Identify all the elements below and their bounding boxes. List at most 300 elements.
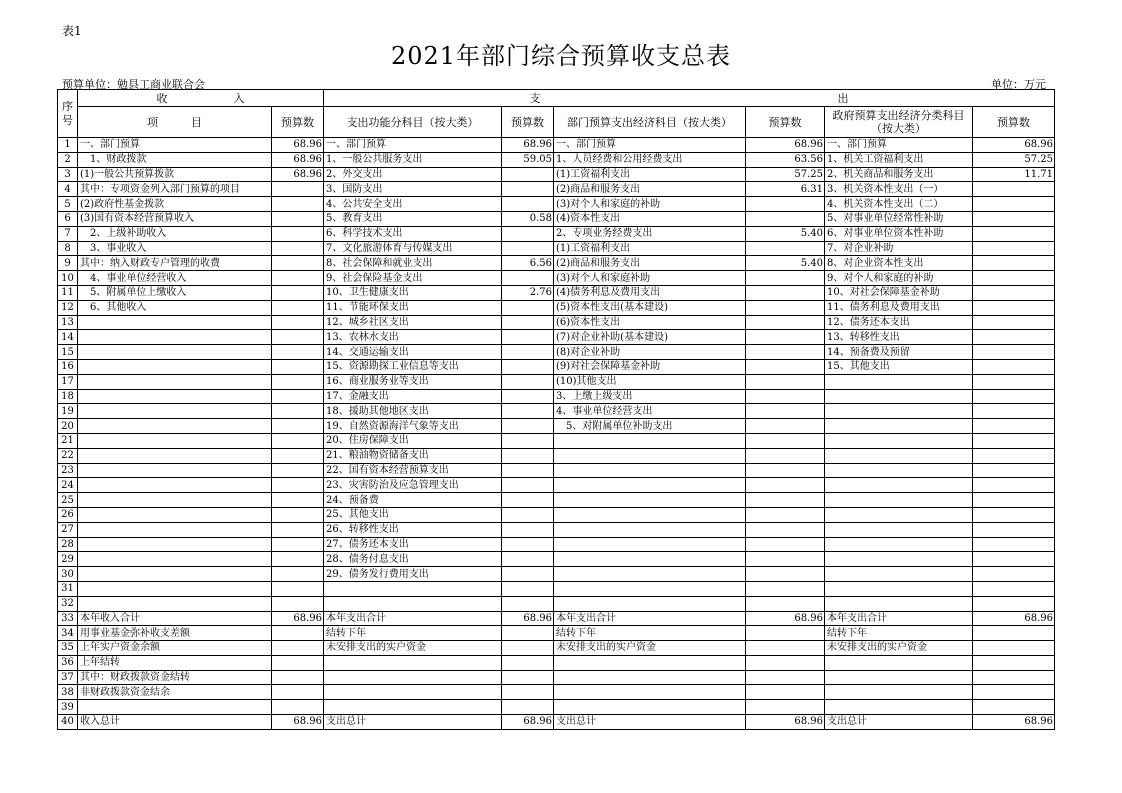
income-item: 1、财政拨款: [78, 152, 272, 167]
income-budget: [272, 685, 324, 700]
dept-econ-budget: [746, 685, 825, 700]
table-row: [58, 211, 1055, 226]
gov-econ-subject: 结转下年: [825, 626, 973, 641]
row-index: 32: [58, 596, 78, 611]
func-budget: [502, 581, 554, 596]
gov-econ-budget: [973, 493, 1055, 508]
func-budget: [502, 655, 554, 670]
func-subject: 4、公共安全支出: [324, 197, 502, 212]
dept-econ-subject: [554, 522, 746, 537]
func-subject: 6、科学技术支出: [324, 226, 502, 241]
func-subject: 结转下年: [324, 626, 502, 641]
income-item: [78, 330, 272, 345]
gov-econ-subject: [825, 404, 973, 419]
gov-econ-subject: 11、债务利息及费用支出: [825, 300, 973, 315]
gov-econ-budget: [973, 197, 1055, 212]
income-item: 其中：纳入财政专户管理的收费: [78, 256, 272, 271]
func-subject: 9、社会保险基金支出: [324, 271, 502, 286]
dept-econ-budget: [746, 197, 825, 212]
gov-econ-budget: [973, 359, 1055, 374]
table-row: [58, 567, 1055, 582]
income-budget: [272, 522, 324, 537]
gov-econ-budget: [973, 596, 1055, 611]
func-budget: [502, 197, 554, 212]
dept-econ-subject: 结转下年: [554, 626, 746, 641]
func-budget: [502, 241, 554, 256]
dept-econ-budget: [746, 315, 825, 330]
row-index: 33: [58, 611, 78, 626]
gov-econ-subject: [825, 374, 973, 389]
dept-econ-subject: (2)商品和服务支出: [554, 182, 746, 197]
dept-econ-budget: [746, 626, 825, 641]
gov-econ-subject: 8、对企业资本性支出: [825, 256, 973, 271]
row-index: 2: [58, 152, 78, 167]
gov-econ-budget: [973, 315, 1055, 330]
gov-econ-subject: 1、机关工资福利支出: [825, 152, 973, 167]
func-budget: [502, 626, 554, 641]
table-row: [58, 655, 1055, 670]
func-budget: [502, 700, 554, 715]
table-row: [58, 271, 1055, 286]
gov-econ-subject: [825, 670, 973, 685]
table-row: [58, 641, 1055, 656]
func-budget: [502, 419, 554, 434]
dept-econ-subject: [554, 596, 746, 611]
header-func-subject: 支出功能分科目（按大类）: [324, 107, 502, 138]
row-index: 22: [58, 448, 78, 463]
func-subject: [324, 670, 502, 685]
gov-econ-subject: [825, 700, 973, 715]
gov-econ-subject: [825, 685, 973, 700]
func-budget: [502, 433, 554, 448]
table-row: [58, 478, 1055, 493]
func-subject: 8、社会保障和就业支出: [324, 256, 502, 271]
header-income: 收 入: [78, 90, 324, 107]
row-index: 13: [58, 315, 78, 330]
income-budget: [272, 271, 324, 286]
income-budget: [272, 182, 324, 197]
income-item: 6、其他收入: [78, 300, 272, 315]
dept-econ-subject: 一、部门预算: [554, 138, 746, 153]
row-index: 16: [58, 359, 78, 374]
income-item: [78, 359, 272, 374]
row-index: 5: [58, 197, 78, 212]
gov-econ-budget: [973, 389, 1055, 404]
row-index: 20: [58, 419, 78, 434]
gov-econ-budget: [973, 478, 1055, 493]
gov-econ-budget: [973, 670, 1055, 685]
table-row: [58, 256, 1055, 271]
income-item: 5、附属单位上缴收入: [78, 285, 272, 300]
dept-econ-budget: [746, 448, 825, 463]
income-item: [78, 596, 272, 611]
gov-econ-budget: 68.96: [973, 715, 1055, 730]
func-subject: 支出总计: [324, 715, 502, 730]
gov-econ-subject: 本年支出合计: [825, 611, 973, 626]
dept-econ-budget: [746, 285, 825, 300]
income-budget: [272, 330, 324, 345]
gov-econ-budget: [973, 685, 1055, 700]
dept-econ-budget: [746, 330, 825, 345]
income-item: [78, 567, 272, 582]
income-budget: [272, 463, 324, 478]
func-budget: [502, 537, 554, 552]
table-row: [58, 197, 1055, 212]
table-row: [58, 404, 1055, 419]
row-index: 35: [58, 641, 78, 656]
func-budget: 59.05: [502, 152, 554, 167]
gov-econ-subject: 6、对事业单位资本性补助: [825, 226, 973, 241]
dept-econ-subject: [554, 478, 746, 493]
func-subject: 14、交通运输支出: [324, 345, 502, 360]
dept-econ-subject: 未安排支出的实户资金: [554, 641, 746, 656]
income-item: [78, 522, 272, 537]
income-budget: [272, 226, 324, 241]
gov-econ-subject: [825, 448, 973, 463]
table-row: [58, 226, 1055, 241]
dept-econ-subject: (4)债务利息及费用支出: [554, 285, 746, 300]
func-budget: 68.96: [502, 611, 554, 626]
gov-econ-budget: [973, 463, 1055, 478]
dept-econ-subject: [554, 655, 746, 670]
dept-econ-budget: [746, 552, 825, 567]
gov-econ-budget: [973, 522, 1055, 537]
func-budget: [502, 374, 554, 389]
func-subject: 29、债务发行费用支出: [324, 567, 502, 582]
dept-econ-subject: [554, 463, 746, 478]
row-index: 14: [58, 330, 78, 345]
gov-econ-budget: [973, 345, 1055, 360]
row-index: 24: [58, 478, 78, 493]
header-seq: 序号: [58, 90, 78, 138]
func-budget: [502, 522, 554, 537]
func-subject: 一、部门预算: [324, 138, 502, 153]
dept-econ-budget: 68.96: [746, 715, 825, 730]
dept-econ-budget: 5.40: [746, 256, 825, 271]
row-index: 36: [58, 655, 78, 670]
gov-econ-budget: [973, 211, 1055, 226]
gov-econ-budget: [973, 655, 1055, 670]
gov-econ-budget: [973, 700, 1055, 715]
gov-econ-budget: [973, 626, 1055, 641]
table-row: [58, 389, 1055, 404]
income-budget: 68.96: [272, 138, 324, 153]
row-index: 3: [58, 167, 78, 182]
table-row: [58, 345, 1055, 360]
dept-econ-budget: [746, 641, 825, 656]
gov-econ-subject: [825, 522, 973, 537]
func-budget: [502, 596, 554, 611]
dept-econ-budget: [746, 241, 825, 256]
row-index: 19: [58, 404, 78, 419]
table-row: [58, 685, 1055, 700]
dept-econ-subject: [554, 448, 746, 463]
header-gov-budget: 预算数: [973, 107, 1055, 138]
income-item: 一、部门预算: [78, 138, 272, 153]
func-subject: 3、国防支出: [324, 182, 502, 197]
income-item: 收入总计: [78, 715, 272, 730]
gov-econ-budget: 57.25: [973, 152, 1055, 167]
func-subject: [324, 685, 502, 700]
income-item: [78, 448, 272, 463]
row-index: 38: [58, 685, 78, 700]
income-budget: 68.96: [272, 611, 324, 626]
income-item: [78, 700, 272, 715]
income-budget: 68.96: [272, 167, 324, 182]
func-subject: 24、预备费: [324, 493, 502, 508]
table-row: [58, 715, 1055, 730]
row-index: 25: [58, 493, 78, 508]
func-subject: [324, 655, 502, 670]
income-budget: [272, 537, 324, 552]
gov-econ-subject: 15、其他支出: [825, 359, 973, 374]
income-budget: [272, 419, 324, 434]
gov-econ-subject: 2、机关商品和服务支出: [825, 167, 973, 182]
income-item: [78, 493, 272, 508]
func-budget: [502, 493, 554, 508]
func-subject: 10、卫生健康支出: [324, 285, 502, 300]
func-subject: 28、债务付息支出: [324, 552, 502, 567]
func-budget: 68.96: [502, 715, 554, 730]
gov-econ-budget: [973, 641, 1055, 656]
func-budget: [502, 567, 554, 582]
func-budget: [502, 463, 554, 478]
dept-econ-subject: [554, 537, 746, 552]
dept-econ-budget: [746, 419, 825, 434]
gov-econ-subject: 5、对事业单位经常性补助: [825, 211, 973, 226]
func-budget: [502, 404, 554, 419]
func-budget: [502, 478, 554, 493]
dept-econ-subject: 1、人员经费和公用经费支出: [554, 152, 746, 167]
gov-econ-subject: 未安排支出的实户资金: [825, 641, 973, 656]
gov-econ-subject: 3、机关资本性支出（一）: [825, 182, 973, 197]
table-row: [58, 167, 1055, 182]
row-index: 9: [58, 256, 78, 271]
gov-econ-budget: [973, 330, 1055, 345]
table-row: [58, 463, 1055, 478]
row-index: 34: [58, 626, 78, 641]
gov-econ-budget: 68.96: [973, 138, 1055, 153]
income-budget: 68.96: [272, 152, 324, 167]
table-row: [58, 359, 1055, 374]
income-item: (1)一般公共预算拨款: [78, 167, 272, 182]
gov-econ-budget: [973, 241, 1055, 256]
table-row: [58, 182, 1055, 197]
row-index: 21: [58, 433, 78, 448]
func-budget: [502, 448, 554, 463]
dept-econ-budget: [746, 404, 825, 419]
dept-econ-subject: 5、对附属单位补助支出: [554, 419, 746, 434]
func-budget: [502, 359, 554, 374]
table-row: [58, 596, 1055, 611]
func-budget: [502, 315, 554, 330]
gov-econ-budget: [973, 374, 1055, 389]
income-budget: 68.96: [272, 715, 324, 730]
func-budget: [502, 389, 554, 404]
gov-econ-subject: [825, 581, 973, 596]
income-item: [78, 419, 272, 434]
dept-econ-subject: (2)商品和服务支出: [554, 256, 746, 271]
gov-econ-subject: [825, 478, 973, 493]
table-row: [58, 611, 1055, 626]
gov-econ-budget: [973, 567, 1055, 582]
func-subject: 17、金融支出: [324, 389, 502, 404]
income-item: [78, 433, 272, 448]
income-budget: [272, 478, 324, 493]
income-budget: [272, 256, 324, 271]
table-row: [58, 448, 1055, 463]
dept-econ-budget: 63.56: [746, 152, 825, 167]
gov-econ-budget: [973, 300, 1055, 315]
dept-econ-subject: 本年支出合计: [554, 611, 746, 626]
dept-econ-budget: 68.96: [746, 138, 825, 153]
dept-econ-budget: 68.96: [746, 611, 825, 626]
func-subject: 25、其他支出: [324, 507, 502, 522]
table-row: [58, 419, 1055, 434]
func-subject: 27、债务还本支出: [324, 537, 502, 552]
func-subject: 21、粮油物资储备支出: [324, 448, 502, 463]
dept-econ-budget: [746, 300, 825, 315]
gov-econ-subject: 支出总计: [825, 715, 973, 730]
row-index: 23: [58, 463, 78, 478]
gov-econ-subject: [825, 552, 973, 567]
dept-econ-subject: [554, 700, 746, 715]
income-budget: [272, 448, 324, 463]
dept-econ-budget: [746, 463, 825, 478]
gov-econ-subject: 13、转移性支出: [825, 330, 973, 345]
dept-econ-budget: [746, 670, 825, 685]
func-budget: [502, 670, 554, 685]
income-budget: [272, 433, 324, 448]
dept-econ-subject: [554, 685, 746, 700]
dept-econ-budget: [746, 522, 825, 537]
income-item: 用事业基金弥补收支差额: [78, 626, 272, 641]
gov-econ-budget: [973, 448, 1055, 463]
income-item: [78, 404, 272, 419]
income-budget: [272, 641, 324, 656]
dept-econ-budget: [746, 359, 825, 374]
row-index: 1: [58, 138, 78, 153]
header-expense: 支 出: [324, 90, 1055, 107]
row-index: 37: [58, 670, 78, 685]
dept-econ-subject: 3、上缴上级支出: [554, 389, 746, 404]
dept-econ-budget: [746, 596, 825, 611]
func-subject: 19、自然资源海洋气象等支出: [324, 419, 502, 434]
func-budget: [502, 685, 554, 700]
income-item: (2)政府性基金拨款: [78, 197, 272, 212]
gov-econ-subject: [825, 493, 973, 508]
dept-econ-subject: [554, 581, 746, 596]
income-budget: [272, 596, 324, 611]
dept-econ-subject: [554, 552, 746, 567]
dept-econ-subject: [554, 433, 746, 448]
header-row-top: [58, 90, 1055, 107]
gov-econ-budget: 68.96: [973, 611, 1055, 626]
table-row: [58, 300, 1055, 315]
budget-unit-label: 预算单位：勉县工商业联合会: [62, 78, 205, 91]
dept-econ-budget: [746, 655, 825, 670]
income-budget: [272, 581, 324, 596]
dept-econ-subject: (4)资本性支出: [554, 211, 746, 226]
income-item: 其中：专项资金列入部门预算的项目: [78, 182, 272, 197]
income-item: [78, 315, 272, 330]
gov-econ-budget: 11.71: [973, 167, 1055, 182]
page-title: 2021年部门综合预算收支总表: [390, 42, 732, 70]
table-row: [58, 507, 1055, 522]
income-budget: [272, 700, 324, 715]
gov-econ-subject: [825, 433, 973, 448]
row-index: 30: [58, 567, 78, 582]
income-budget: [272, 285, 324, 300]
header-income-budget: 预算数: [272, 107, 324, 138]
income-budget: [272, 197, 324, 212]
gov-econ-budget: [973, 581, 1055, 596]
row-index: 26: [58, 507, 78, 522]
dept-econ-subject: 支出总计: [554, 715, 746, 730]
header-dept-econ: 部门预算支出经济科目（按大类）: [554, 107, 746, 138]
income-item: (3)国有资本经营预算收入: [78, 211, 272, 226]
func-subject: 未安排支出的实户资金: [324, 641, 502, 656]
header-item: 项 目: [78, 107, 272, 138]
income-budget: [272, 567, 324, 582]
gov-econ-subject: [825, 419, 973, 434]
income-item: [78, 374, 272, 389]
table-row: [58, 285, 1055, 300]
dept-econ-subject: (9)对社会保障基金补助: [554, 359, 746, 374]
income-item: [78, 537, 272, 552]
income-budget: [272, 552, 324, 567]
dept-econ-budget: [746, 507, 825, 522]
row-index: 40: [58, 715, 78, 730]
dept-econ-subject: (1)工资福利支出: [554, 241, 746, 256]
gov-econ-budget: [973, 285, 1055, 300]
header-dept-budget: 预算数: [746, 107, 825, 138]
func-budget: 6.56: [502, 256, 554, 271]
income-budget: [272, 211, 324, 226]
func-subject: 5、教育支出: [324, 211, 502, 226]
row-index: 39: [58, 700, 78, 715]
func-budget: [502, 167, 554, 182]
row-index: 31: [58, 581, 78, 596]
func-subject: 2、外交支出: [324, 167, 502, 182]
table-row: [58, 138, 1055, 153]
func-budget: [502, 641, 554, 656]
func-subject: [324, 596, 502, 611]
income-item: [78, 345, 272, 360]
income-budget: [272, 315, 324, 330]
income-budget: [272, 389, 324, 404]
gov-econ-subject: 7、对企业补助: [825, 241, 973, 256]
income-budget: [272, 670, 324, 685]
func-subject: 22、国有资本经营预算支出: [324, 463, 502, 478]
gov-econ-budget: [973, 433, 1055, 448]
dept-econ-subject: (3)对个人和家庭补助: [554, 271, 746, 286]
dept-econ-subject: (6)资本性支出: [554, 315, 746, 330]
func-budget: 68.96: [502, 138, 554, 153]
table-row: [58, 152, 1055, 167]
row-index: 17: [58, 374, 78, 389]
gov-econ-subject: 10、对社会保障基金补助: [825, 285, 973, 300]
gov-econ-budget: [973, 404, 1055, 419]
dept-econ-budget: [746, 567, 825, 582]
income-budget: [272, 374, 324, 389]
func-subject: 12、城乡社区支出: [324, 315, 502, 330]
row-index: 18: [58, 389, 78, 404]
gov-econ-budget: [973, 537, 1055, 552]
income-budget: [272, 345, 324, 360]
dept-econ-subject: (7)对企业补助(基本建设): [554, 330, 746, 345]
gov-econ-budget: [973, 271, 1055, 286]
